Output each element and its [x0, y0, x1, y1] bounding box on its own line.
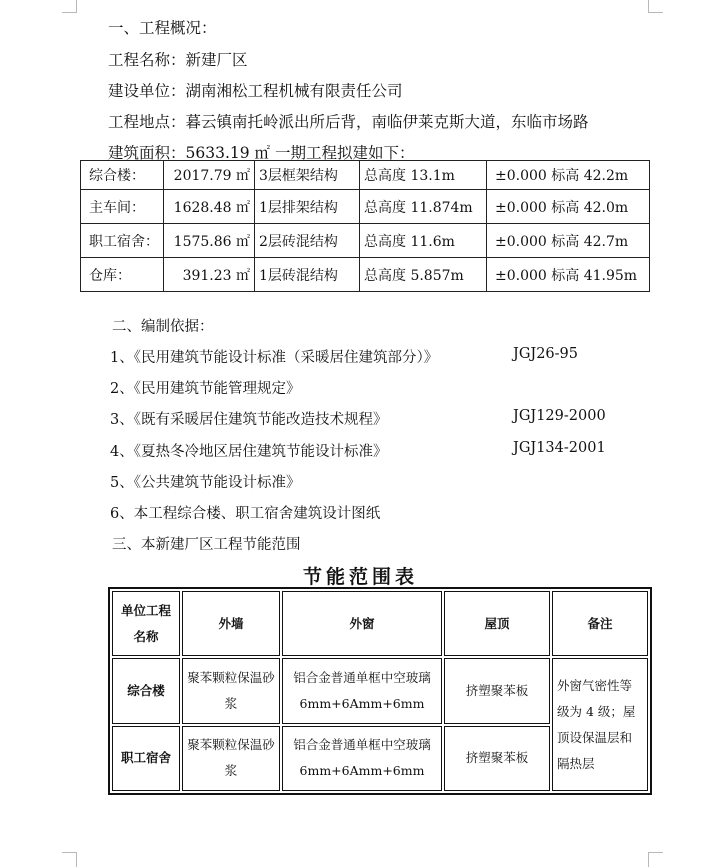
scope-table-title: 节能范围表 — [302, 566, 418, 588]
scope-table — [108, 587, 652, 795]
header-cell: 外墙 — [182, 591, 280, 656]
basis-item: 6、本工程综合楼、职工宿舍建筑设计图纸 — [110, 506, 381, 522]
table-row — [81, 224, 650, 258]
building-name: 仓库： — [81, 258, 164, 292]
header-cell: 外窗 — [282, 591, 442, 656]
basis-item: 3、《既有采暖居住建筑节能改造技术规程》 — [110, 412, 388, 428]
scope-heading: 三、本新建厂区工程节能范围 — [112, 537, 301, 553]
unit-name: 综合楼 — [112, 658, 180, 723]
building-height: 总高度 11.6m — [360, 224, 487, 258]
page-corner-mark — [648, 852, 663, 867]
basis-code: JGJ26-95 — [513, 346, 579, 362]
building-height: 总高度 5.857m — [360, 258, 487, 292]
table-row — [112, 658, 648, 723]
building-structure: 1层排架结构 — [255, 190, 360, 224]
unit-name: 职工宿舍 — [112, 726, 180, 791]
building-name: 职工宿舍： — [81, 224, 164, 258]
wall-cell: 聚苯颗粒保温砂浆 — [182, 658, 280, 723]
building-area-cell: 1575.86 ㎡ — [164, 224, 255, 258]
table-header-row — [112, 591, 648, 656]
building-elevation: ±0.000 标高 42.0m — [487, 190, 650, 224]
basis-item: 5、《公共建筑节能设计标准》 — [110, 475, 301, 491]
basis-item: 2、《民用建筑节能管理规定》 — [110, 381, 301, 397]
wall-cell: 聚苯颗粒保温砂浆 — [182, 726, 280, 791]
builder: 建设单位：湖南湘松工程机械有限责任公司 — [108, 82, 403, 100]
page-corner-mark — [62, 852, 77, 867]
building-elevation: ±0.000 标高 41.95m — [487, 258, 650, 292]
table-row — [81, 161, 650, 190]
building-height: 总高度 13.1m — [360, 161, 487, 190]
building-area: 建筑面积：5633.19 ㎡ 一期工程拟建如下： — [108, 144, 415, 162]
basis-item: 4、《夏热冬冷地区居住建筑节能设计标准》 — [110, 444, 388, 460]
building-structure: 1层砖混结构 — [255, 258, 360, 292]
basis-item: 1、《民用建筑节能设计标准（采暖居住建筑部分）》 — [110, 350, 439, 366]
project-name: 工程名称：新建厂区 — [108, 51, 248, 69]
building-area-cell: 1628.48 ㎡ — [164, 190, 255, 224]
building-structure: 3层框架结构 — [255, 161, 360, 190]
table-row — [81, 190, 650, 224]
window-cell: 铝合金普通单框中空玻璃 6mm+6Amm+6mm — [282, 726, 442, 791]
header-cell: 备注 — [552, 591, 648, 656]
buildings-table — [80, 160, 650, 292]
building-area-cell: 2017.79 ㎡ — [164, 161, 255, 190]
building-height: 总高度 11.874m — [360, 190, 487, 224]
table-row — [81, 258, 650, 292]
building-area-cell: 391.23 ㎡ — [164, 258, 255, 292]
roof-cell: 挤塑聚苯板 — [444, 726, 550, 791]
building-elevation: ±0.000 标高 42.2m — [487, 161, 650, 190]
header-cell: 单位工程名称 — [112, 591, 180, 656]
building-structure: 2层砖混结构 — [255, 224, 360, 258]
overview-heading: 一、工程概况： — [108, 19, 217, 37]
note-cell: 外窗气密性等级为 4 级；屋顶设保温层和隔热层 — [552, 658, 648, 791]
basis-code: JGJ134-2001 — [513, 440, 606, 456]
basis-heading: 二、编制依据： — [112, 319, 214, 335]
roof-cell: 挤塑聚苯板 — [444, 658, 550, 723]
building-elevation: ±0.000 标高 42.7m — [487, 224, 650, 258]
header-cell: 屋顶 — [444, 591, 550, 656]
window-cell: 铝合金普通单框中空玻璃 6mm+6Amm+6mm — [282, 658, 442, 723]
building-name: 主车间： — [81, 190, 164, 224]
basis-code: JGJ129-2000 — [513, 408, 606, 424]
building-name: 综合楼： — [81, 161, 164, 190]
project-location: 工程地点：暮云镇南托岭派出所后背，南临伊莱克斯大道，东临市场路 — [108, 113, 589, 131]
page-corner-mark — [62, 0, 77, 13]
page-corner-mark — [648, 0, 663, 13]
